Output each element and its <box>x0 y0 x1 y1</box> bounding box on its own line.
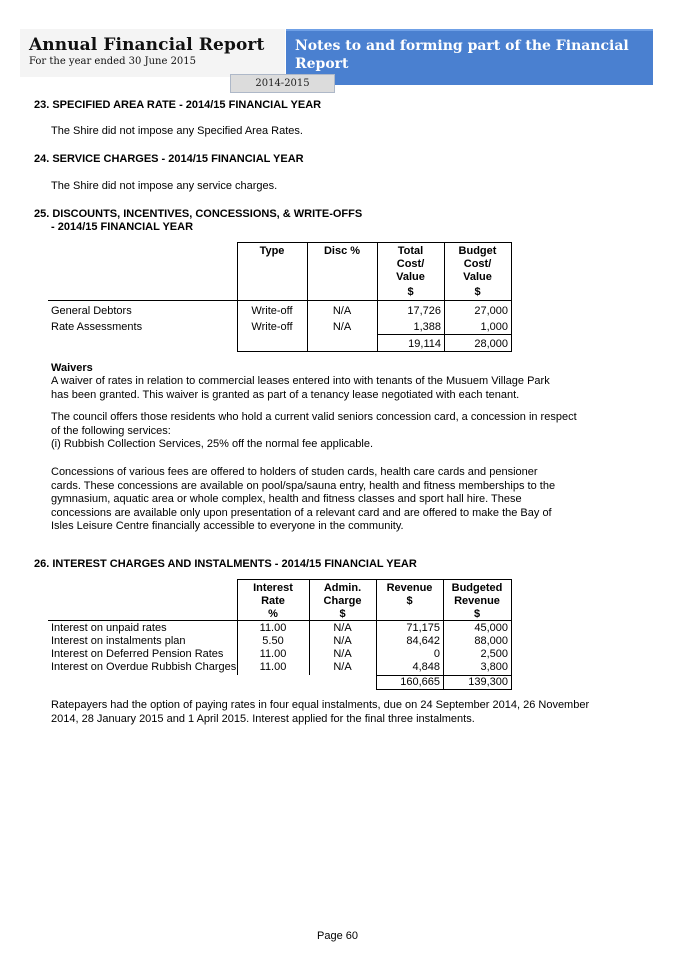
waivers-heading: Waivers <box>51 362 93 374</box>
col-header-budget: Budget Cost/ Value $ <box>458 245 497 298</box>
section-25-heading-line1: 25. DISCOUNTS, INCENTIVES, CONCESSIONS, & WRITE-OFFS <box>34 208 363 220</box>
table-border <box>511 242 512 352</box>
section-23-heading: 23. SPECIFIED AREA RATE - 2014/15 FINANCIAL YEAR <box>34 99 322 111</box>
section-25-heading-line2: - 2014/15 FINANCIAL YEAR <box>51 221 194 233</box>
table-border <box>48 300 511 301</box>
section-26-heading: 26. INTEREST CHARGES AND INSTALMENTS - 2014/15 FINANCIAL YEAR <box>34 558 417 570</box>
col-header-rate: Interest Rate % <box>253 582 293 620</box>
waivers-text: A waiver of rates in relation to commercial leases entered into with tenants of the Musuem Village Park has been granted. This waiver is granted as part of a tenancy lease negotiated with each tenant. <box>51 375 550 401</box>
table-border <box>48 620 511 621</box>
col-header-disc: Disc % <box>323 245 361 257</box>
col-header-admin: Admin. Charge $ <box>323 582 362 620</box>
col-header-budgeted: Budgeted Revenue $ <box>451 582 503 620</box>
section-24-heading: 24. SERVICE CHARGES - 2014/15 FINANCIAL YEAR <box>34 153 304 165</box>
report-subtitle: For the year ended 30 June 2015 <box>29 56 197 67</box>
col-header-total: Total Cost/ Value $ <box>396 245 425 298</box>
table-border <box>237 579 511 580</box>
table-border <box>237 351 511 352</box>
table-border <box>237 242 238 352</box>
section-24-text: The Shire did not impose any service charges. <box>51 180 278 192</box>
table-border <box>377 242 378 352</box>
col-header-revenue: Revenue $ <box>386 582 433 607</box>
table-border <box>307 242 308 352</box>
concession-text: The council offers those residents who hold a current valid seniors concession card, a concession in respect of the following services: (i) Rubbish Collection Services, 25% off the normal fee applicable. <box>51 411 577 450</box>
section-title: Notes to and forming part of the Financial Report <box>295 38 629 72</box>
table-border <box>511 579 512 690</box>
table-border <box>237 579 238 675</box>
section-23-text: The Shire did not impose any Specified Area Rates. <box>51 125 303 137</box>
table-border <box>376 579 377 690</box>
fees-concession-text: Concessions of various fees are offered to holders of studen cards, health care cards and pensioner cards. These concessions are available on pool/spa/sauna entry, health and fitness memberships to the gymnasium, aquatic area or whole complex, health and fitness classes and sport hall hire. These concessions are available only upon presentation of a relevant card and are offered to make the Bay of Isles Leisure Centre financially accessible to everyone in the community. <box>51 466 556 532</box>
table-border <box>444 242 445 352</box>
page-number: Page 60 <box>317 930 358 942</box>
table-border <box>237 242 511 243</box>
table-border <box>443 579 444 690</box>
table-border <box>309 579 310 675</box>
col-header-type: Type <box>259 245 285 257</box>
report-title: Annual Financial Report <box>29 35 265 55</box>
year-tab: 2014-2015 <box>230 74 335 93</box>
section-banner <box>286 29 653 85</box>
instalments-text: Ratepayers had the option of paying rates in four equal instalments, due on 24 September 2014, 26 November 2014, 28 January 2015 and 1 April 2015. Interest applied for the final three instalments. <box>51 699 590 725</box>
